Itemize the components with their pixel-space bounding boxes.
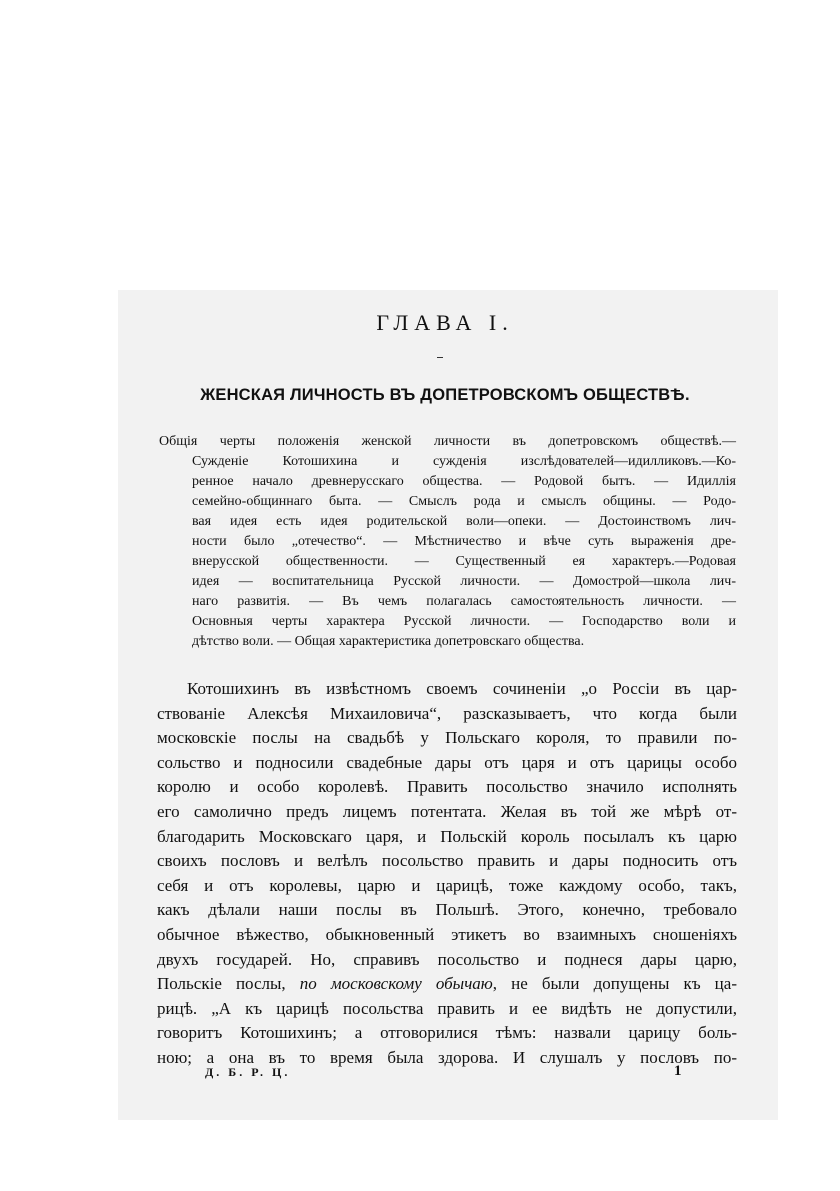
body-line: говоритъ Котошихинъ; а отговорилися тѣмъ: назвали царицу боль-	[157, 1023, 737, 1043]
summary-line: наго развитія. — Въ чемъ полагалась самостоятельность личности. —	[192, 594, 736, 609]
body-line: двухъ государей. Но, справивъ посольство и поднеся дары царю,	[157, 949, 737, 969]
body-line: королю и особо королевѣ. Править посольство значило исполнять	[157, 777, 737, 797]
body-line: его самолично предъ лицемъ потентата. Желая въ той же мѣрѣ от-	[157, 801, 737, 821]
body-line: какъ дѣлали наши послы въ Польшѣ. Этого, конечно, требовало	[157, 900, 737, 920]
summary-line: семейно-общиннаго быта. — Смыслъ рода и смыслъ общины. — Родо-	[192, 494, 736, 509]
body-line: ствованіе Алексѣя Михаиловича“, разсказываетъ, что когда были	[157, 703, 737, 723]
body-line: рицѣ. „А къ царицѣ посольства править и ее видѣть не допустили,	[157, 998, 737, 1018]
summary-line: идея — воспитательница Русской личности. — Домострой—школа лич-	[192, 574, 736, 589]
summary-line: Общія черты положенія женской личности въ допетровскомъ обществѣ.—	[159, 434, 736, 449]
chapter-summary	[160, 432, 736, 652]
body-line: московскіе послы на свадьбѣ у Польскаго короля, то правили по-	[157, 728, 737, 748]
body-line: сольство и подносили свадебные дары отъ царя и отъ царицы особо	[157, 752, 737, 772]
summary-line: ренное начало древнерусскаго общества. — Родовой бытъ. — Идиллія	[192, 474, 736, 489]
body-line: Котошихинъ въ извѣстномъ своемъ сочиненіи „о Россіи въ цар-	[187, 679, 737, 698]
summary-line: Сужденіе Котошихина и сужденія изслѣдователей—идилликовъ.—Ко-	[192, 454, 736, 469]
body-text-run: , не были допущены къ ца-	[492, 974, 737, 994]
chapter-heading: ГЛАВА I.	[376, 310, 514, 335]
body-line: обычное вѣжество, обыкновенный этикетъ во взаимныхъ сношеніяхъ	[157, 924, 737, 944]
body-text	[157, 677, 737, 1071]
summary-line: внерусской общественности. — Существенный ея характеръ.—Родовая	[192, 554, 736, 569]
summary-line: ности было „отечество“. — Мѣстничество и вѣче суть выраженія дре-	[192, 534, 736, 549]
summary-line: вая идея есть идея родительской воли—опеки. — Достоинствомъ лич-	[192, 514, 736, 529]
summary-line: Основныя черты характера Русской личности. — Господарство воли и	[192, 614, 736, 629]
body-line: благодарить Московскаго царя, и Польскій король посылалъ къ царю	[157, 826, 737, 846]
body-line: себя и отъ королевы, царю и царицѣ, тоже каждому особо, такъ,	[157, 875, 737, 895]
chapter-title: ЖЕНСКАЯ ЛИЧНОСТЬ ВЪ ДОПЕТРОВСКОМЪ ОБЩЕСТВѢ.	[200, 386, 690, 404]
page-number: 1	[674, 1063, 682, 1079]
body-text-run: Польскіе послы,	[157, 974, 300, 994]
italic-phrase: по московскому обычаю	[299, 974, 493, 994]
footer-signature: Д. Б. Р. Ц.	[205, 1065, 291, 1079]
separator-dash	[437, 357, 443, 358]
summary-line: дѣтство воли. — Общая характеристика допетровскаго общества.	[192, 634, 585, 649]
body-line-with-italic	[157, 972, 737, 997]
body-line: ною; а она въ то время была здорова. И слушалъ у пословъ по-	[157, 1047, 737, 1067]
body-line: своихъ пословъ и велѣлъ посольство править и дары подносить отъ	[157, 851, 737, 871]
